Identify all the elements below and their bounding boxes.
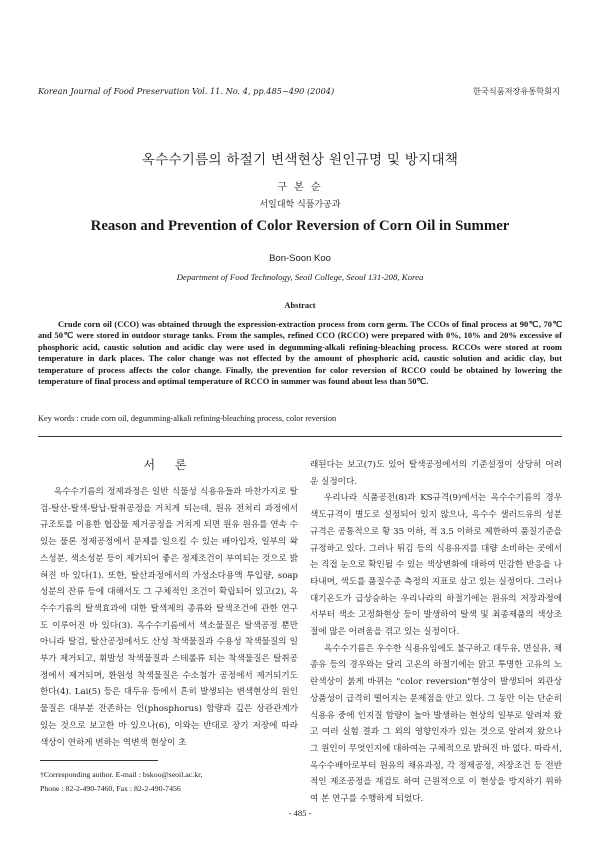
section-divider	[38, 436, 562, 437]
paragraph: 옥수수기름은 우수한 식용유임에도 불구하고 대두유, 면실유, 채종유 등의 경우와는 달리 고온의 하절기에는 맑고 투명한 고유의 노란색상이 붉게 바뀌는 "color reversion"현상이 발생되어 외관상 상품성이 급격히 떨어지는 문제점을 안고 있다. 그 동안 이는 단순히 식용유 중에 인지질 함량이 높아 발생하는 현상의 일부로 알려져 왔고 여러 실험 결과 그 외의 영향인자가 있는 것으로 알려져 왔으나 그 원인이 무엇인지에 대하여는 구체적으로 밝혀진 바 없다. 따라서, 옥수수배아로부터 원유의 채유과정, 각 정제공정, 저장조건 등 전반적인 제조공정을 재검토 하여 근원적으로 이 현상을 방지하기 위하여 본 연구를 수행하게 되었다.	[310, 643, 562, 805]
korean-author: 구 본 순	[277, 182, 323, 193]
abstract-heading: Abstract	[284, 301, 316, 310]
paragraph: 래된다는 보고(7)도 있어 탈색공정에서의 기준설정이 상당히 어려운 실정이다.	[310, 460, 562, 487]
english-title: Reason and Prevention of Color Reversion of Corn Oil in Summer	[90, 218, 510, 234]
section-heading: 서 론	[143, 458, 195, 472]
korean-title: 옥수수기름의 하절기 변색현상 원인규명 및 방지대책	[141, 152, 459, 168]
journal-header: Korean Journal of Food Preservation Vol. 11. No. 4, pp.485~490 (2004)	[38, 86, 335, 96]
keywords: Key words : crude corn oil, degumming-alkali refining-bleaching process, color reversion	[38, 414, 337, 423]
society-header: 한국식품저장유통학회지	[472, 86, 560, 96]
page-number: - 485 -	[288, 808, 312, 818]
right-column	[310, 457, 562, 808]
english-author: Bon-Soon Koo	[269, 253, 331, 264]
footnote-divider	[40, 760, 158, 761]
paragraph: 우리나라 식품공전(8)과 KS규격(9)에서는 옥수수기름의 경우 색도규격이 별도로 설정되어 있지 않으나, 옥수수 샐러드유의 성분규격은 공통적으로 황 35 이하, 적 3.5 이하로 제한하여 품질기준을 규정하고 있다. 그러나 튀김 등의 식용유지를 대량 소비하는 곳에서는 직접 눈으로 확인될 수 있는 색상변화에 대하여 민감한 반응을 나타내며, 색도를 품질수준 측정의 지표로 삼고 있는 실정이다. 그러나 대기온도가 급상승하는 우리나라의 하절기에는 원유의 저장과정에서부터 색소 고정화현상 등이 발생하여 탈색 및 최종제품의 색상조절에 많은 어려움을 겪고 있는 실정이다.	[310, 493, 562, 638]
footnote	[40, 768, 300, 796]
left-column	[40, 484, 298, 751]
paragraph: 옥수수기름의 정제과정은 일반 식물성 식용유들과 마찬가지로 탈검-탈산-탈색-탈납-탈취공정을 거치게 되는데, 원유 전처리 과정에서 규조토를 이용한 협잡물 제거공정을 거치게 되면 원유 원유를 연속 수 있는 물론 정제공정에서 문제를 일으킬 수 있는 배아입자, 일부의 왁스성분, 색소성분 등이 제거되어 좋은 정제조건이 부여되는 것으로 밝혀진 바 있다(1). 또한, 탈산과정에서의 가성소다용액 투입량, soap 성분의 잔류 등에 대해서도 그 구체적인 조건이 확립되어 있고(2), 옥수수기름의 탈색효과에 대한 탈색제의 종류와 탈색조건에 관한 연구도 이루어진 바 있다(3). 옥수수기름에서 색소물질은 탈색공정 뿐만 아니라 탈검, 탈산공정에서도 산성 착색물질과 수용성 착색물질의 일부가 제거되고, 휘발성 착색물질과 스테롤류 되는 착색물질은 탈취공정에서 제거되며, 환원성 착색물질은 수소첨가 공정에서 제거되기도 한다(4). Lai(5) 등은 대두유 등에서 흔히 발생되는 변색현상의 원인물질은 대부분 잔존하는 인(phosphorus) 함량과 깊은 상관관계가 있는 것으로 보고한 바 있으나(6), 이와는 반대로 장기 저장에 따라 색상이 연하게 변하는 역변색 현상이 초	[40, 487, 298, 748]
korean-affiliation: 서일대학 식품가공과	[259, 200, 341, 210]
abstract-text: Crude corn oil (CCO) was obtained through the expression-extraction process from corn germ. The CCOs of final process at 90℃, 70℃ and 50℃ were stored in outdoor storage tanks. From the samples, refined CCO (RCCO) were prepared with 0%, 10% and 20% excessive of phosphoric acid, caustic solution and acidic clay were used in degumming-alkali refining-bleaching process. RCCOs were stored at room temperature in dark places. The color change was not effected by the amount of phosphoric acid, caustic solution and acidic clay, but temperature of process affects the color change. Finally, the prevention for color reversion of RCCO could be obtained by lowering the temperature of final process and optimal temperature of RCCO in summer was found about less than 50℃.	[38, 319, 562, 387]
footnote-author: †Corresponding author. E-mail : bskoo@seoil.ac.kr,	[40, 770, 203, 779]
english-affiliation: Department of Food Technology, Seoil College, Seoul 131-208, Korea	[176, 272, 424, 282]
footnote-phone: Phone : 82-2-490-7460, Fax : 82-2-490-7456	[40, 784, 181, 793]
